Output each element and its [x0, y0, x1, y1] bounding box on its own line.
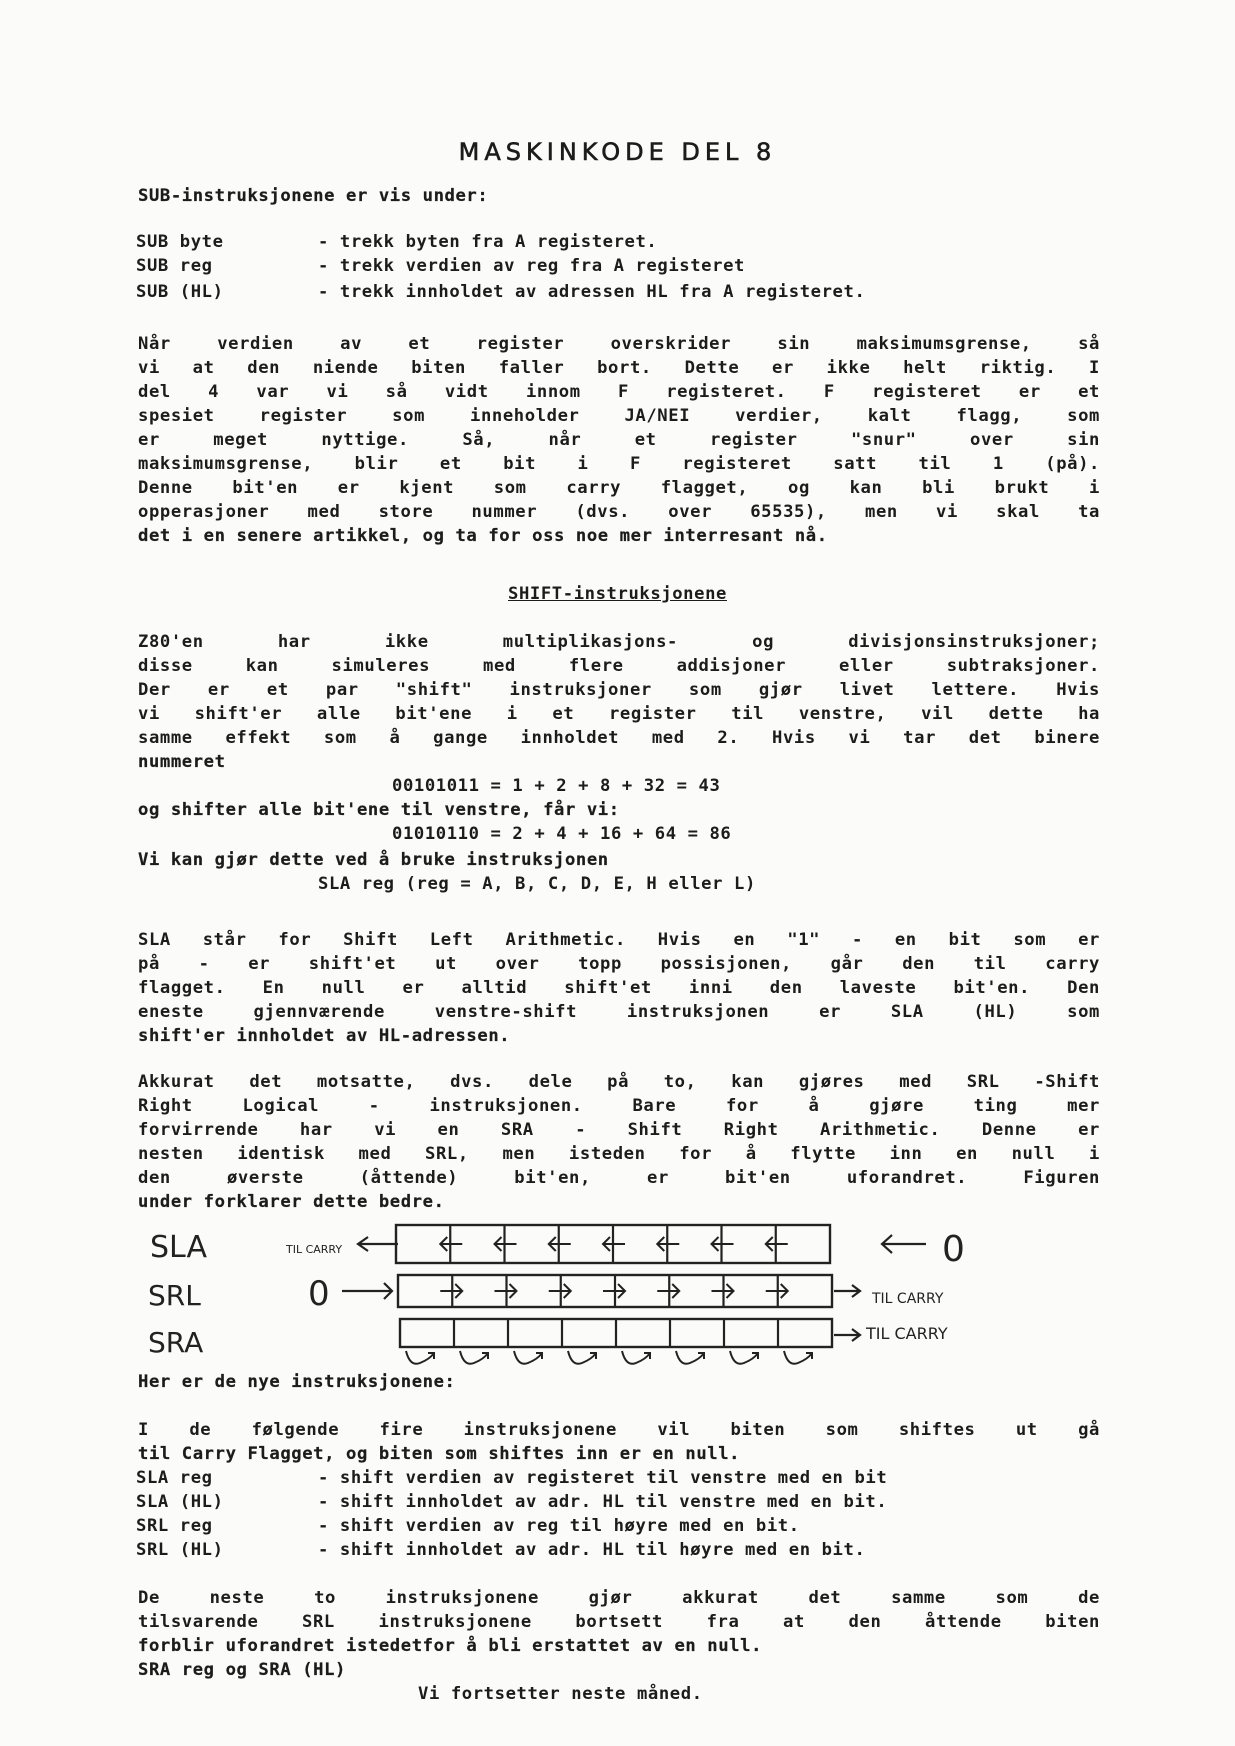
shift-text: og shifter alle bit'ene til venstre, får vi:	[138, 800, 620, 820]
paragraph-line: disse kan simuleres med flere addisjoner eller subtraksjoner.	[138, 656, 1100, 676]
shift-desc: - shift innholdet av adr. HL til høyre med en bit.	[318, 1540, 866, 1560]
srl-out-arrow	[834, 1285, 860, 1297]
paragraph-line: SLA står for Shift Left Arithmetic. Hvis en "1" - en bit som er	[138, 930, 1100, 950]
bit-keep-arrow	[622, 1351, 650, 1364]
paragraph-line: opperasjoner med store nummer (dvs. over 65535), men vi skal ta	[138, 502, 1100, 522]
shift-cmd: SLA (HL)	[136, 1492, 224, 1512]
paragraph-line: eneste gjennværende venstre-shift instruksjonen er SLA (HL) som	[138, 1002, 1100, 1022]
sla-out-arrow	[358, 1237, 398, 1251]
sub-cmd: SUB byte	[136, 232, 224, 252]
bit-keep-arrow	[460, 1351, 488, 1364]
bit-keep-arrow	[676, 1351, 704, 1364]
bit-keep-arrow	[514, 1351, 542, 1364]
paragraph-line: vi shift'er alle bit'ene i et register til venstre, vil dette ha	[138, 704, 1100, 724]
paragraph-line: De neste to instruksjonene gjør akkurat det samme som de	[138, 1588, 1100, 1608]
sra-out-arrow	[834, 1329, 860, 1341]
srl-label: SRL	[148, 1279, 201, 1312]
paragraph-line: på - er shift'et ut over topp possisjonen, går den til carry	[138, 954, 1100, 974]
paragraph-line: tilsvarende SRL instruksjonene bortsett fra at den åttende biten	[138, 1612, 1100, 1632]
sub-desc: - trekk innholdet av adressen HL fra A registeret.	[318, 282, 866, 302]
bit-keep-arrow	[730, 1351, 758, 1364]
bit-keep-arrow	[568, 1351, 596, 1364]
sla-left-text: TIL CARRY	[286, 1243, 343, 1256]
srl-left-text: 0	[308, 1274, 330, 1314]
paragraph-line: forvirrende har vi en SRA - Shift Right Arithmetic. Denne er	[138, 1120, 1100, 1140]
srl-in-arrow	[342, 1283, 392, 1299]
paragraph-line: til Carry Flagget, og biten som shiftes inn er en null.	[138, 1444, 741, 1464]
paragraph-line: Denne bit'en er kjent som carry flagget, og kan bli brukt i	[138, 478, 1100, 498]
sub-desc: - trekk byten fra A registeret.	[318, 232, 658, 252]
paragraph-line: Der er et par "shift" instruksjoner som gjør livet lettere. Hvis	[138, 680, 1100, 700]
paragraph-line: del 4 var vi så vidt innom F registeret. F registeret er et	[138, 382, 1100, 402]
paragraph-line: under forklarer dette bedre.	[138, 1192, 445, 1212]
bit-keep-arrow	[406, 1351, 434, 1364]
binary-example-1: 00101011 = 1 + 2 + 8 + 32 = 43	[392, 776, 721, 796]
paragraph-line: forblir uforandret istedetfor å bli erstattet av en null.	[138, 1636, 763, 1656]
shift-cmd: SLA reg	[136, 1468, 213, 1488]
paragraph-line: samme effekt som å gange innholdet med 2. Hvis vi tar det binere	[138, 728, 1100, 748]
closing-text: Vi fortsetter neste måned.	[418, 1684, 703, 1704]
shift-desc: - shift innholdet av adr. HL til venstre med en bit.	[318, 1492, 888, 1512]
paragraph-line: shift'er innholdet av HL-adressen.	[138, 1026, 511, 1046]
sub-cmd: SUB reg	[136, 256, 213, 276]
bit-keep-arrow	[784, 1351, 812, 1364]
sub-desc: - trekk verdien av reg fra A registeret	[318, 256, 745, 276]
shift-desc: - shift verdien av reg til høyre med en bit.	[318, 1516, 800, 1536]
paragraph-line: Z80'en har ikke multiplikasjons- og divisjonsinstruksjoner;	[138, 632, 1100, 652]
sra-right-text: TIL CARRY	[866, 1324, 948, 1343]
sla-label: SLA	[150, 1230, 207, 1265]
paragraph-line: det i en senere artikkel, og ta for oss noe mer interresant nå.	[138, 526, 828, 546]
paragraph-line: Akkurat det motsatte, dvs. dele på to, kan gjøres med SRL -Shift	[138, 1072, 1100, 1092]
intro-text: SUB-instruksjonene er vis under:	[138, 186, 489, 206]
shift-cmd: SRL (HL)	[136, 1540, 224, 1560]
sub-cmd: SUB (HL)	[136, 282, 224, 302]
paragraph-line: er meget nyttige. Så, når et register "snur" over sin	[138, 430, 1100, 450]
paragraph-line: Right Logical - instruksjonen. Bare for å gjøre ting mer	[138, 1096, 1100, 1116]
page-title: MASKINKODE DEL 8	[458, 138, 777, 166]
paragraph-line: vi at den niende biten faller bort. Dette er ikke helt riktig. I	[138, 358, 1100, 378]
shift-cmd: SRL reg	[136, 1516, 213, 1536]
shift-diagram	[130, 1215, 1090, 1365]
section-heading: SHIFT-instruksjonene	[508, 584, 727, 604]
paragraph-line: spesiet register som inneholder JA/NEI verdier, kalt flagg, som	[138, 406, 1100, 426]
sra-label: SRA	[148, 1326, 204, 1359]
paragraph-line: I de følgende fire instruksjonene vil biten som shiftes ut gå	[138, 1420, 1100, 1440]
paragraph-line: den øverste (åttende) bit'en, er bit'en uforandret. Figuren	[138, 1168, 1100, 1188]
paragraph-line: Når verdien av et register overskrider sin maksimumsgrense, så	[138, 334, 1100, 354]
paragraph-line: flagget. En null er alltid shift'et inni den laveste bit'en. Den	[138, 978, 1100, 998]
sla-in-arrow	[882, 1235, 926, 1253]
use-text: Vi kan gjør dette ved å bruke instruksjonen	[138, 850, 609, 870]
paragraph-line: maksimumsgrense, blir et bit i F registeret satt til 1 (på).	[138, 454, 1100, 474]
paragraph-line: nesten identisk med SRL, men isteden for å flytte inn en null i	[138, 1144, 1100, 1164]
new-instr-intro: Her er de nye instruksjonene:	[138, 1372, 456, 1392]
srl-right-text: TIL CARRY	[872, 1291, 944, 1307]
paragraph-line: nummeret	[138, 752, 226, 772]
shift-desc: - shift verdien av registeret til venstre med en bit	[318, 1468, 888, 1488]
sla-syntax: SLA reg (reg = A, B, C, D, E, H eller L)	[318, 874, 756, 894]
sla-right-text: 0	[942, 1229, 965, 1270]
sra-line: SRA reg og SRA (HL)	[138, 1660, 347, 1680]
binary-example-2: 01010110 = 2 + 4 + 16 + 64 = 86	[392, 824, 732, 844]
